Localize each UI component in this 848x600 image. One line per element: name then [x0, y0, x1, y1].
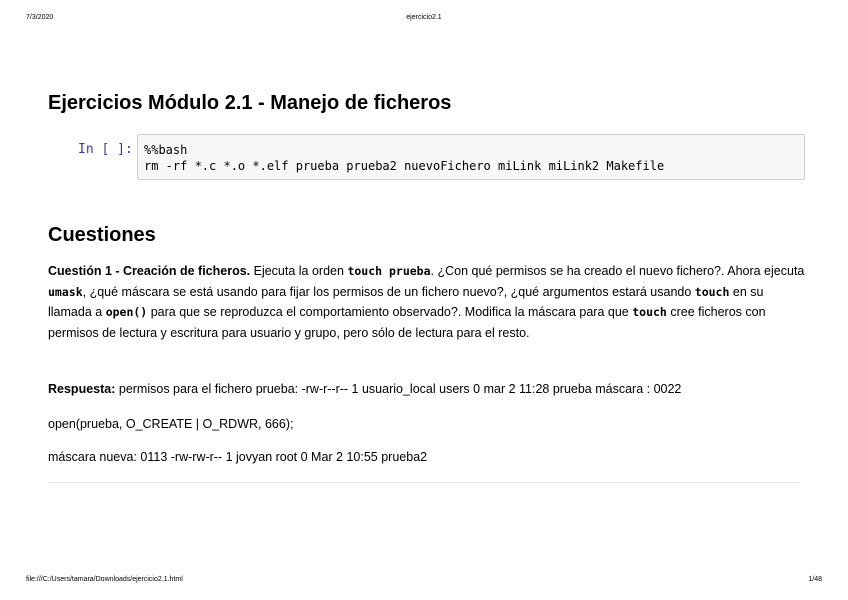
answer-label: Respuesta: [48, 382, 116, 396]
inline-code: touch [694, 284, 730, 299]
print-page-number: 1/48 [808, 576, 822, 583]
answer-line: máscara nueva: 0113 -rw-rw-r-- 1 jovyan root 0 Mar 2 10:55 prueba2 [48, 450, 428, 464]
inline-code: umask [48, 284, 83, 299]
cell-divider [48, 482, 800, 483]
answer-text: permisos para el fichero prueba: -rw-r--r-- 1 usuario_local users 0 mar 2 11:28 prueba máscara : 0022 [115, 382, 682, 396]
code-line: rm -rf *.c *.o *.elf prueba prueba2 nuevoFichero miLink miLink2 Makefile [144, 159, 665, 173]
question-text: Ejecuta la orden [250, 264, 348, 278]
question-text: en su llamada a [48, 284, 764, 319]
code-cell[interactable] [137, 134, 805, 180]
inline-code: touch prueba [347, 264, 431, 278]
question-text: para que se reproduzca el comportamiento observado?. Modifica la máscara para que [147, 305, 633, 319]
cell-prompt [78, 142, 133, 157]
inline-code: open() [105, 305, 148, 319]
inline-code: touch [632, 305, 667, 319]
answer-line [48, 379, 808, 400]
question-text: . ¿Con qué permisos se ha creado el nuevo fichero?. Ahora ejecuta [430, 264, 805, 278]
cell-prompt-label: In [ ]: [78, 142, 133, 157]
code-line: %%bash [144, 143, 188, 157]
question-paragraph [48, 261, 808, 343]
print-date: 7/3/2020 [26, 14, 54, 21]
print-title: ejercicio2.1 [406, 14, 442, 21]
page-title: Ejercicios Módulo 2.1 - Manejo de ficheros [48, 92, 452, 114]
question-title: Cuestión 1 - Creación de ficheros. [48, 264, 251, 278]
question-text: , ¿qué máscara se está usando para fijar los permisos de un fichero nuevo?, ¿qué argumentos estará usando [82, 284, 695, 299]
question-text: cree ficheros con permisos de lectura y escritura para usuario y grupo, pero sólo de lectura para el resto. [48, 305, 766, 340]
answer-line: open(prueba, O_CREATE | O_RDWR, 666); [48, 417, 294, 431]
print-file-path: file:///C:/Users/tamara/Downloads/ejercicio2.1.html [26, 576, 183, 583]
section-heading: Cuestiones [48, 224, 156, 246]
